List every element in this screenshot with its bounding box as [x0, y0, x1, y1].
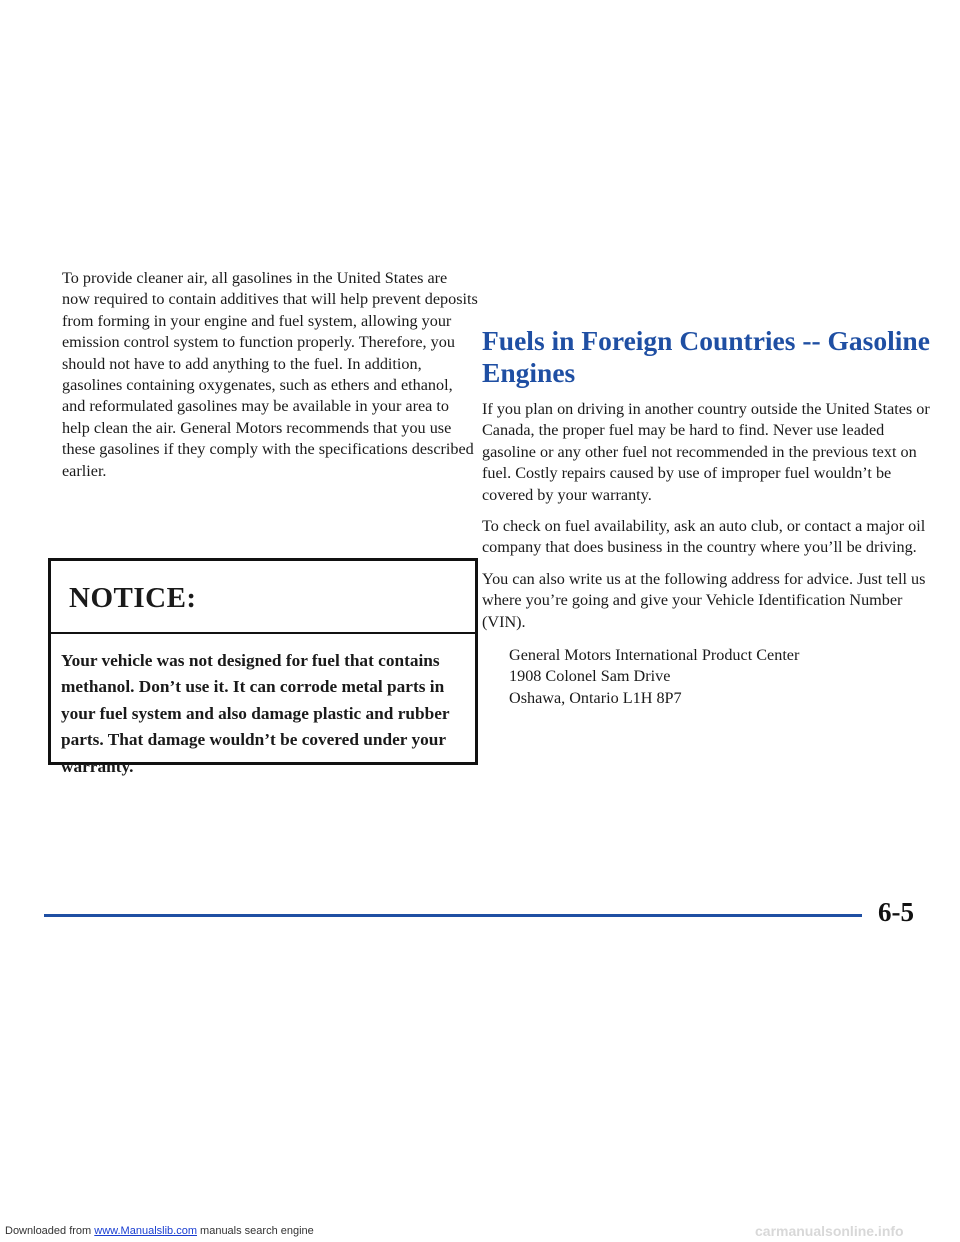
page-number: 6-5 — [878, 897, 914, 927]
left-column — [62, 268, 478, 482]
notice-body: Your vehicle was not designed for fuel that contains methanol. Don’t use it. It can corrode metal parts in your fuel system and also damage plastic and rubber parts. That damage wouldn’t be covered under your warranty. — [61, 651, 450, 776]
intro-paragraph: To provide cleaner air, all gasolines in the United States are now required to contain additives that will help prevent deposits from forming in your engine and fuel system, allowing your emission control system to function properly. Therefore, you should not have to add anything to the fuel. In addition, gasolines containing oxygenates, such as ethers and ethanol, and reformulated gasolines may be available in your area to help clean the air. General Motors recommends that you use these gasolines if they comply with the specifications described earlier. — [62, 269, 478, 480]
paragraph-foreign-fuel: If you plan on driving in another country outside the United States or Canada, the proper fuel may be hard to find. Never use leaded gasoline or any other fuel not recommended in the previous text on fuel. Costly repairs caused by use of improper fuel wouldn’t be covered by your warranty. — [482, 400, 930, 504]
notice-title: NOTICE: — [51, 561, 475, 634]
paragraph-fuel-availability: To check on fuel availability, ask an auto club, or contact a major oil company that does business in the country where you’ll be driving. — [482, 517, 926, 557]
section-heading: Fuels in Foreign Countries -- Gasoline Engines — [482, 325, 930, 388]
address-line-3: Oshawa, Ontario L1H 8P7 — [509, 688, 682, 707]
mailing-address — [509, 645, 938, 709]
notice-box — [48, 558, 478, 776]
footer-rule — [44, 914, 862, 917]
address-line-1: General Motors International Product Center — [509, 646, 800, 665]
address-line-2: 1908 Colonel Sam Drive — [509, 667, 671, 686]
download-footer — [5, 1225, 314, 1237]
right-column — [482, 325, 938, 709]
manualslib-link[interactable]: www.Manualslib.com — [94, 1225, 197, 1237]
footer-prefix: Downloaded from — [5, 1225, 95, 1237]
footer-suffix: manuals search engine — [196, 1225, 314, 1237]
paragraph-write-us: You can also write us at the following address for advice. Just tell us where you’re going and give your Vehicle Identification Number (VIN). — [482, 569, 926, 631]
watermark-text: carmanualsonline.info — [755, 1223, 904, 1239]
